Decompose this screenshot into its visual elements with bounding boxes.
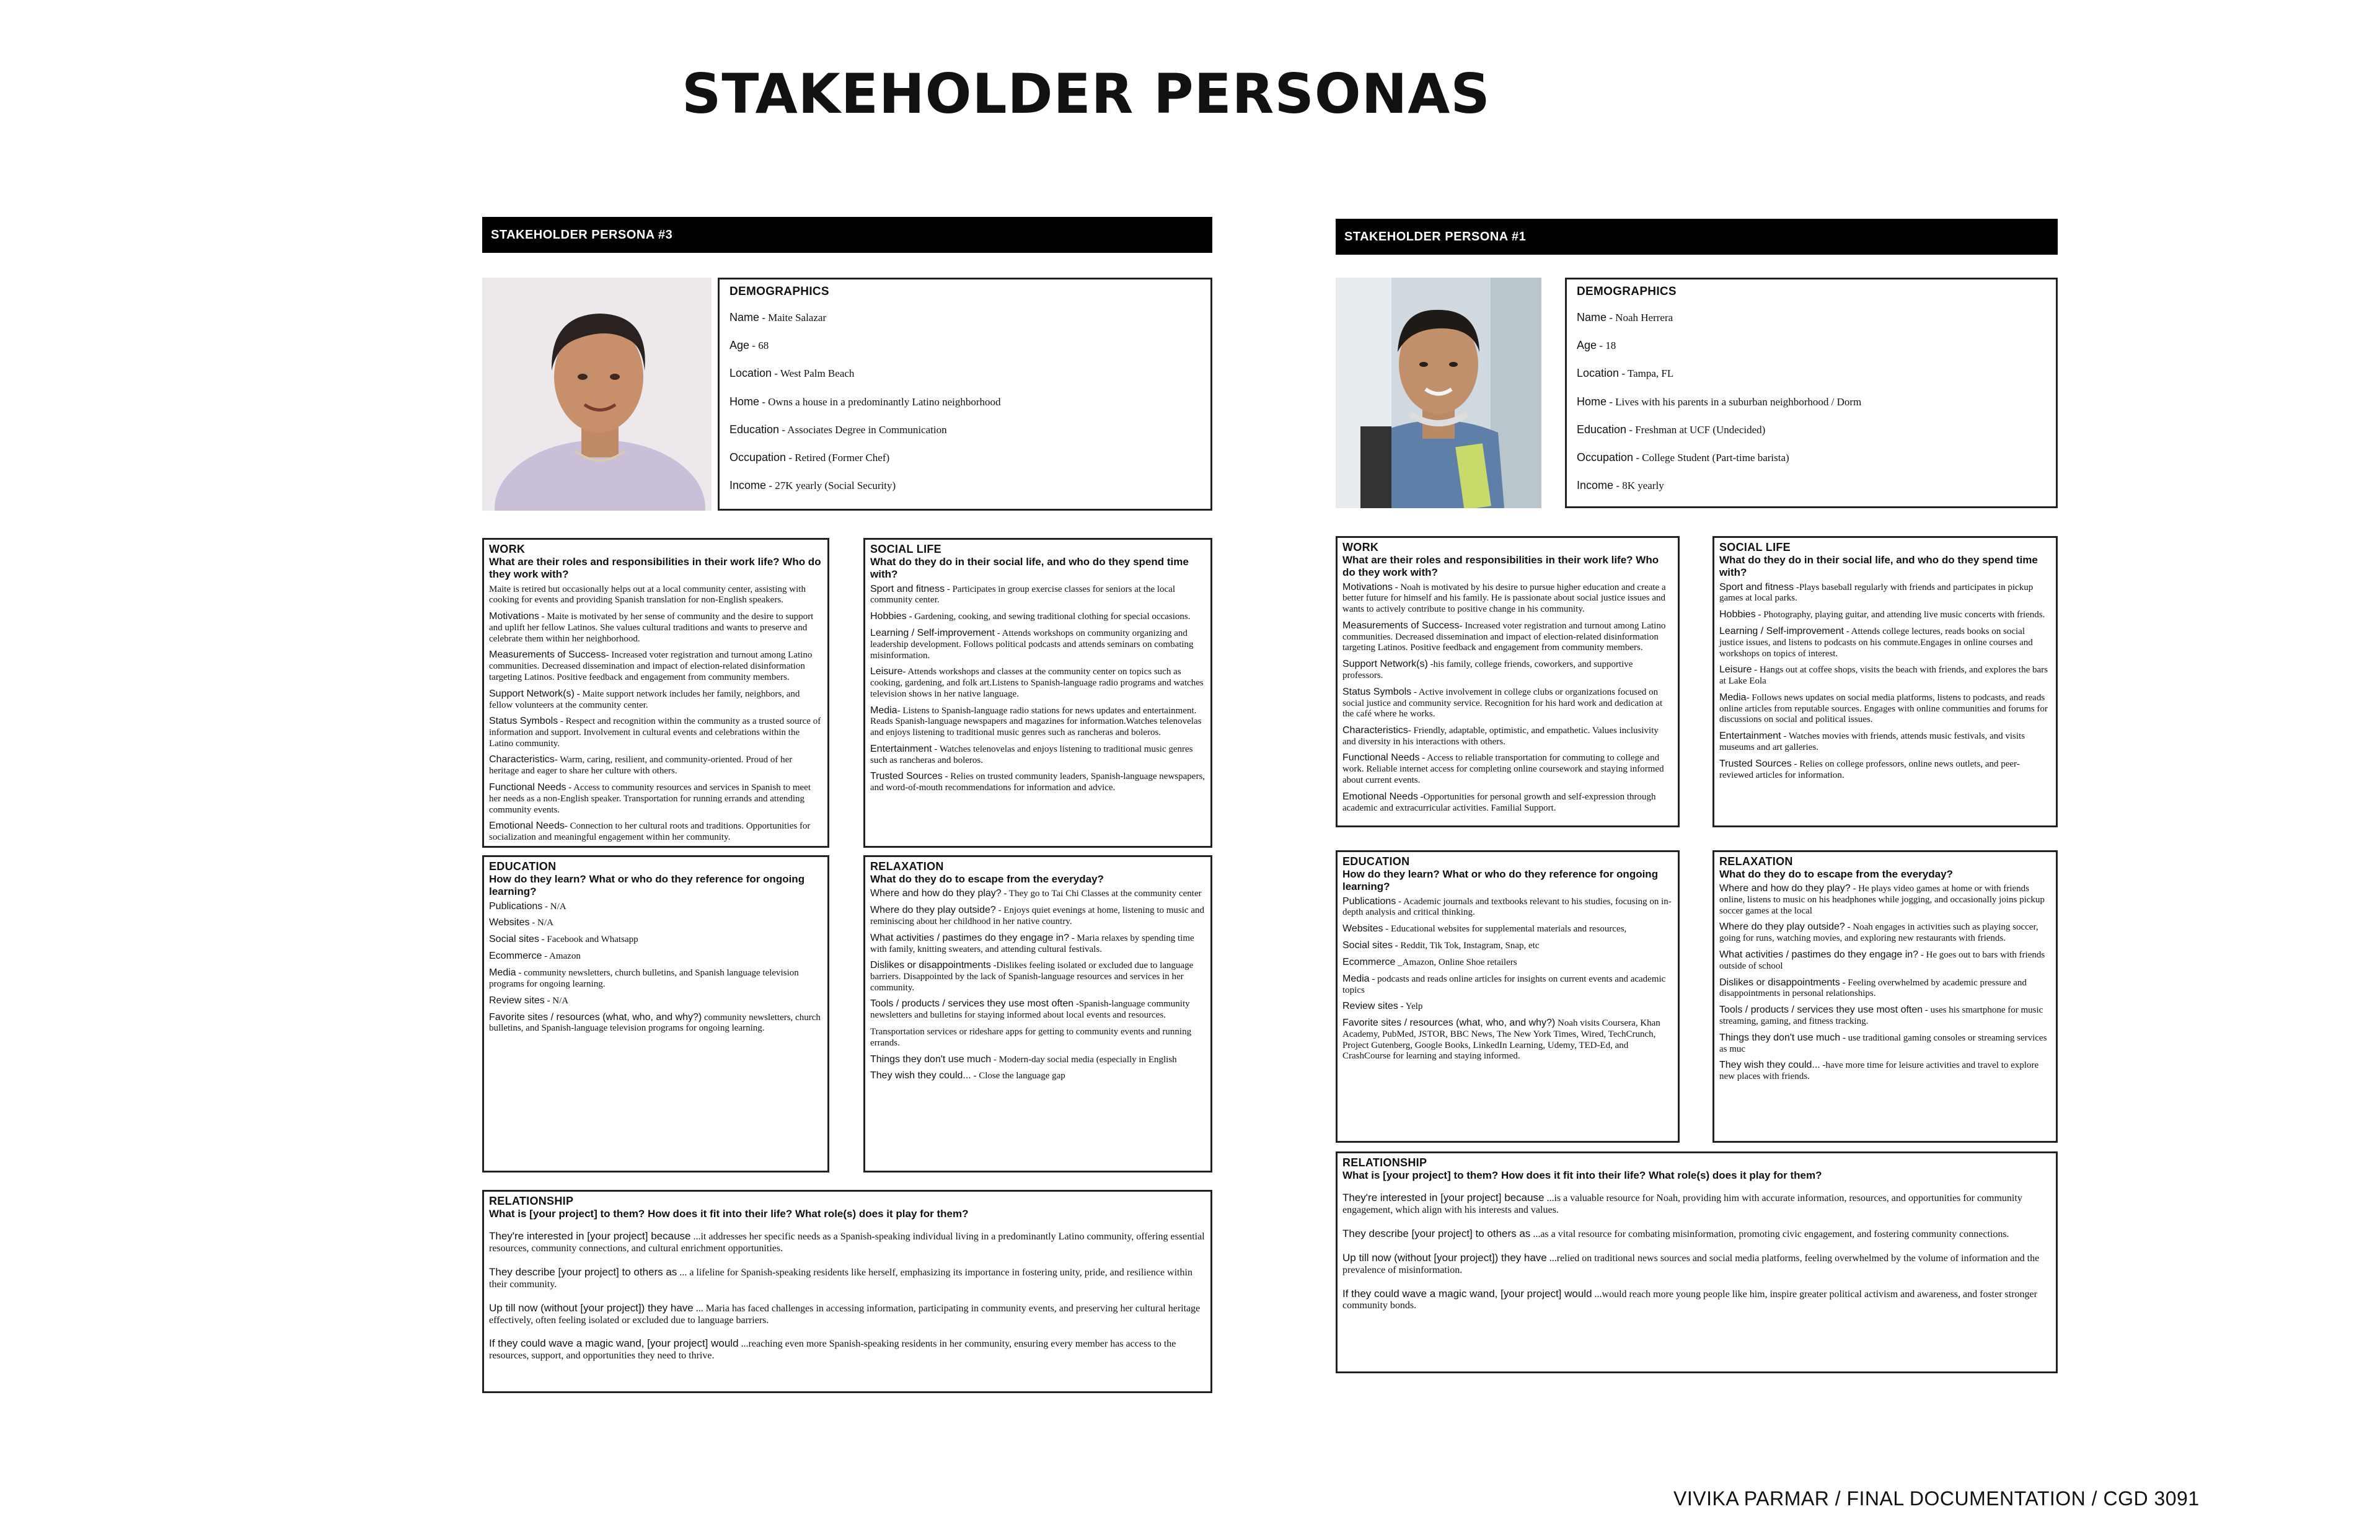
education-item: Favorite sites / resources (what, who, and why?) Noah visits Coursera, Khan Academy, PubMed, JSTOR, BBC News, The New York Times, Wired, TechCrunch, Project Gutenberg, Google Books, LinkedIn Learning, Udemy, TED-Ed, and CrashCourse for learning and staying informed. (1342, 1018, 1660, 1062)
work-item: Status Symbols - Active involvement in college clubs or organizations focused on social justice and community service. Recognition for his hard work and dedication at the café where he works. (1342, 686, 1663, 719)
education-item: Websites - Educational websites for supplemental materials and resources, (1342, 923, 1627, 935)
page-title: STAKEHOLDER PERSONAS (682, 62, 1491, 126)
relaxation-item: Things they don't use much - Modern-day social media (especially in English (870, 1054, 1177, 1065)
social-item: Entertainment - Watches telenovelas and enjoys listening to traditional music genres such as rancheras and boleros. (870, 743, 1193, 765)
work-item: Emotional Needs- Connection to her cultural roots and traditions. Opportunities for socialization and meaningful engagement within her community. (489, 821, 811, 843)
demographics-title: DEMOGRAPHICS (1577, 285, 1677, 298)
education-box (482, 855, 829, 1173)
social-question: What do they do in their social life, and who do they spend time with? (1719, 553, 2038, 579)
social-title: SOCIAL LIFE (870, 543, 941, 555)
persona-header: STAKEHOLDER PERSONA #1 (1336, 219, 2058, 255)
education-question: How do they learn? What or who do they reference for ongoing learning? (1342, 868, 1659, 893)
relaxation-item: Things they don't use much - use traditional gaming consoles or streaming services as muc (1719, 1032, 2047, 1054)
relationship-item: If they could wave a magic wand, [your project] would ...would reach more young people like him, inspire greater political activism and awareness, and foster stronger community bonds. (1342, 1287, 2037, 1311)
social-question: What do they do in their social life, and who do they spend time with? (870, 555, 1189, 581)
relaxation-item: Dislikes or disappointments - Feeling overwhelmed by academic pressure and disappointments in personal relationships. (1719, 977, 2027, 999)
relaxation-item: Where and how do they play? - They go to Tai Chi Classes at the community center (870, 888, 1202, 899)
relaxation-item: Dislikes or disappointments -Dislikes feeling isolated or excluded due to language barriers. Disappointed by the lack of Spanish-language resources and services in her community. (870, 960, 1194, 993)
relaxation-item: They wish they could... - Close the language gap (870, 1070, 1065, 1081)
education-item: Social sites - Facebook and Whatsapp (489, 934, 638, 945)
social-item: Learning / Self-improvement - Attends college lectures, reads books on social justice issues, and listens to podcasts on his commute.Engages in online courses and workshops on topics of interest. (1719, 626, 2033, 659)
persona-photo (482, 278, 712, 511)
demographics-box (1565, 278, 2058, 508)
social-item: Sport and fitness - Participates in group exercise classes for seniors at the local community center. (870, 583, 1176, 605)
social-item: Entertainment - Watches movies with friends, attends music festivals, and visits museums and art galleries. (1719, 731, 2025, 752)
social-item: Learning / Self-improvement - Attends workshops on community organizing and leadership development. Follows political podcasts and attends seminars on combating misinformation. (870, 628, 1194, 661)
demographic-item: Age - 18 (1577, 339, 1616, 352)
relaxation-question: What do they do to escape from the everyday? (1719, 868, 1953, 880)
education-box (1336, 850, 1680, 1143)
relationship-item: Up till now (without [your project]) they have ...relied on traditional news sources and social media platforms, feeling overwhelmed by the volume of information and the prevalence of misinformation. (1342, 1251, 2040, 1275)
relationship-box (482, 1190, 1212, 1393)
relaxation-title: RELAXATION (870, 860, 944, 873)
relationship-title: RELATIONSHIP (489, 1195, 574, 1207)
social-item: Hobbies - Photography, playing guitar, and attending live music concerts with friends. (1719, 609, 2045, 620)
demographic-item: Occupation - College Student (Part-time barista) (1577, 451, 1789, 464)
education-item: Ecommerce - Amazon (489, 951, 581, 962)
social-item: Media- Listens to Spanish-language radio stations for news updates and entertainment. Reads Spanish-language newspapers and magazines for information.Watches telenovelas and enjoys listening to traditional music genres such as rancheras and boleros. (870, 705, 1202, 738)
persona-header: STAKEHOLDER PERSONA #3 (482, 217, 1212, 253)
education-item: Review sites - N/A (489, 995, 569, 1006)
demographic-item: Occupation - Retired (Former Chef) (729, 451, 890, 464)
education-item: Social sites - Reddit, Tik Tok, Instagram, Snap, etc (1342, 940, 1540, 951)
demographics-box (718, 278, 1212, 511)
education-title: EDUCATION (1342, 855, 1410, 868)
relaxation-item: Where do they play outside? - Noah engages in activities such as playing soccer, going for runs, watching movies, and exploring new restaurants with friends. (1719, 922, 2038, 944)
relaxation-question: What do they do to escape from the everyday? (870, 873, 1104, 885)
work-item: Maite is retired but occasionally helps out at a local community center, assisting with cooking for events and providing Spanish translation for non-English speakers. (489, 584, 806, 605)
relaxation-item: What activities / pastimes do they engage in? - Maria relaxes by spending time with family, knitting sweaters, and attending cultural festivals. (870, 932, 1194, 954)
relationship-question: What is [your project] to them? How does it fit into their life? What role(s) does it play for them? (1342, 1169, 1822, 1181)
social-item: Trusted Sources - Relies on trusted community leaders, Spanish-language newspapers, and word-of-mouth recommendations for information and advice. (870, 771, 1205, 793)
work-item: Characteristics- Warm, caring, resilient, and community-oriented. Proud of her heritage and eager to share her culture with others. (489, 754, 793, 777)
demographic-item: Income - 8K yearly (1577, 479, 1664, 492)
work-item: Measurements of Success- Increased voter registration and turnout among Latino communities. Decreased dissemination and impact of election-related disinformation targeting Latinos. Positive feedback and engagement from community members. (489, 649, 813, 682)
young-student-portrait-icon (1336, 278, 1541, 508)
work-item: Status Symbols - Respect and recognition within the community as a trusted source of information and support. Involvement in cultural events and celebrations within the Latino community. (489, 716, 821, 749)
education-title: EDUCATION (489, 860, 557, 873)
relationship-item: They're interested in [your project] because ...it addresses her specific needs as a Spanish-speaking individual living in a predominantly Latino community, offering essential resources, community connections, and cultural enrichment opportunities. (489, 1230, 1205, 1254)
work-item: Functional Needs - Access to reliable transportation for commuting to college and work. Reliable internet access for completing online coursework and staying informed about current events. (1342, 752, 1664, 786)
social-title: SOCIAL LIFE (1719, 541, 1791, 553)
persona-photo (1336, 278, 1541, 508)
relaxation-item: Where do they play outside? - Enjoys quiet evenings at home, listening to music and reminiscing about her childhood in her native country. (870, 905, 1204, 926)
education-item: Ecommerce _Amazon, Online Shoe retailers (1342, 956, 1517, 967)
relationship-item: If they could wave a magic wand, [your project] would ...reaching even more Spanish-speaking residents in her community, ensuring every member has access to the resources, support, and opportunities they need to thrive. (489, 1337, 1176, 1362)
demographic-item: Name - Noah Herrera (1577, 310, 1673, 323)
social-item: Sport and fitness -Plays baseball regularly with friends and participates in pickup games at local parks. (1719, 581, 2034, 604)
demographic-item: Location - West Palm Beach (729, 367, 855, 380)
relaxation-title: RELAXATION (1719, 855, 1793, 868)
relationship-box (1336, 1151, 2058, 1373)
relaxation-item: They wish they could... -have more time for leisure activities and travel to explore new places with friends. (1719, 1060, 2039, 1082)
relaxation-item: Tools / products / services they use most often - uses his smartphone for music streaming, gaming, and fitness tracking. (1719, 1005, 2043, 1026)
demographic-item: Education - Associates Degree in Communication (729, 423, 947, 436)
demographic-item: Location - Tampa, FL (1577, 367, 1674, 380)
work-item: Motivations - Maite is motivated by her sense of community and the desire to support and uplift her fellow Latinos. She values cultural traditions and wants to preserve and celebrate them within her neighborhood. (489, 611, 814, 644)
relaxation-item: Transportation services or rideshare apps for getting to community events and running errands. (870, 1027, 1192, 1048)
social-life-box (863, 538, 1212, 848)
relationship-item: Up till now (without [your project]) they have ... Maria has faced challenges in accessing information, participating in community events, and preserving her cultural heritage effectively, often feeling isolated or excluded due to language barriers. (489, 1301, 1201, 1326)
social-item: Leisure - Hangs out at coffee shops, visits the beach with friends, and explores the bars at Lake Eola (1719, 664, 2048, 687)
demographic-item: Income - 27K yearly (Social Security) (729, 479, 896, 492)
demographics-title: DEMOGRAPHICS (729, 285, 829, 298)
education-item: Review sites - Yelp (1342, 1001, 1423, 1012)
work-item: Motivations - Noah is motivated by his desire to pursue higher education and create a better future for himself and his family. He is passionate about social justice issues and wants to actively contribute to positive change in his community. (1342, 581, 1666, 615)
social-item: Hobbies - Gardening, cooking, and sewing traditional clothing for special occasions. (870, 611, 1191, 622)
social-life-box (1712, 536, 2058, 827)
relaxation-item: What activities / pastimes do they engage in? - He goes out to bars with friends outside of school (1719, 949, 2045, 971)
social-item: Media- Follows news updates on social media platforms, listens to podcasts, and reads online articles from reputable sources. Engages with online communities and forums for discussions on social and political issues. (1719, 692, 2048, 725)
education-item: Favorite sites / resources (what, who, and why?) community newsletters, church bulletins, and Spanish-language television programs for ongoing learning. (489, 1011, 821, 1034)
education-item: Media - community newsletters, church bulletins, and Spanish language television programs for ongoing learning. (489, 967, 799, 989)
demographic-item: Education - Freshman at UCF (Undecided) (1577, 423, 1766, 436)
work-item: Support Network(s) -his family, college friends, coworkers, and supportive professors. (1342, 659, 1633, 680)
work-item: Measurements of Success- Increased voter registration and turnout among Latino communities. Decreased dissemination and impact of election-related disinformation targeting Latinos. Positive feedback and engagement from community members. (1342, 620, 1666, 653)
footer-credit: VIVIKA PARMAR / FINAL DOCUMENTATION / CGD 3091 (1673, 1487, 2200, 1510)
work-item: Characteristics- Friendly, adaptable, optimistic, and empathetic. Values inclusivity and diversity in his interactions with others. (1342, 724, 1659, 747)
relationship-item: They're interested in [your project] because ...is a valuable resource for Noah, providing him with accurate information, resources, and opportunities for community engagement, which align with his interests and values. (1342, 1192, 2022, 1216)
relationship-question: What is [your project] to them? How does it fit into their life? What role(s) does it play for them? (489, 1207, 969, 1220)
relationship-item: They describe [your project] to others as ... a lifeline for Spanish-speaking residents like herself, emphasizing its importance in fostering unity, pride, and resilience within their community. (489, 1265, 1192, 1290)
education-item: Media - podcasts and reads online articles for insights on current events and academic topics (1342, 973, 1666, 995)
demographic-item: Age - 68 (729, 339, 769, 352)
demographic-item: Home - Owns a house in a predominantly Latino neighborhood (729, 395, 1001, 408)
education-item: Publications - Academic journals and textbooks relevant to his studies, focusing on in-depth analysis and critical thinking. (1342, 895, 1672, 918)
work-question: What are their roles and responsibilities in their work life? Who do they work with? (1342, 553, 1659, 579)
work-box (1336, 536, 1680, 827)
relationship-title: RELATIONSHIP (1342, 1156, 1427, 1169)
demographic-item: Name - Maite Salazar (729, 310, 827, 323)
relationship-item: They describe [your project] to others as ...as a vital resource for combating misinformation, promoting civic engagement, and fostering community connections. (1342, 1227, 2009, 1239)
older-woman-portrait-icon (482, 278, 712, 511)
relaxation-box (1712, 850, 2058, 1143)
work-item: Support Network(s) - Maite support network includes her family, neighbors, and fellow volunteers at the community center. (489, 688, 800, 710)
social-item: Leisure- Attends workshops and classes at the community center on topics such as cooking, gardening, and folk art.Listens to Spanish-language radio programs and watches television shows in her native language. (870, 666, 1204, 699)
work-box (482, 538, 829, 848)
demographic-item: Home - Lives with his parents in a suburban neighborhood / Dorm (1577, 395, 1862, 408)
education-question: How do they learn? What or who do they reference for ongoing learning? (489, 873, 805, 898)
relaxation-box (863, 855, 1212, 1173)
relaxation-item: Tools / products / services they use most often -Spanish-language community newsletters and bulletins for staying informed about local events and resources. (870, 998, 1190, 1021)
education-item: Publications - N/A (489, 900, 566, 912)
work-item: Functional Needs - Access to community resources and services in Spanish to meet her needs as a non-English speaker. Transportation for running errands and attending community events. (489, 782, 811, 815)
work-title: WORK (489, 543, 526, 555)
work-title: WORK (1342, 541, 1379, 553)
work-question: What are their roles and responsibilities in their work life? Who do they work with? (489, 555, 821, 581)
work-item: Emotional Needs -Opportunities for personal growth and self-expression through academic and extracurricular activities. Familial Support. (1342, 791, 1656, 813)
social-item: Trusted Sources - Relies on college professors, online news outlets, and peer-reviewed articles for information. (1719, 758, 2020, 780)
relaxation-item: Where and how do they play? - He plays video games at home or with friends online, listens to music on his headphones while jogging, and occasionally joins pickup soccer games at the local (1719, 883, 2045, 916)
education-item: Websites - N/A (489, 917, 553, 928)
